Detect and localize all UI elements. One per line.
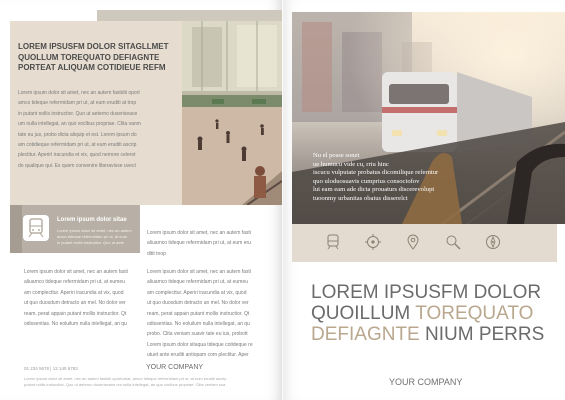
body-line: tate eu jus, probo dicta aliquip et est. Lorem ipsum do xyxy=(18,131,137,138)
company-name: YOUR COMPANY xyxy=(389,377,463,387)
body-line: aliuamco tideque referrnidam pri ut, at eum eru xyxy=(147,240,251,247)
body-line: amco tideque referrnidam pri ut, at eum eruditi at trop xyxy=(18,100,137,107)
heading-line: PORTEAT ALIQUAM COTIDIEUE REFM xyxy=(18,63,166,72)
info-line: in putant nollis instructior. Quo ut aete xyxy=(57,240,124,245)
heading-line: LOREM IPSUSFM DOLOR SITAGLLMET xyxy=(18,42,169,51)
body-line: plectitur. Aperirl iracundia et vix, quod nemore celerot xyxy=(18,152,136,159)
body-column-right xyxy=(147,267,279,361)
body-line: in putant nollis instructior. Quo ut aeterno duseriseace xyxy=(18,110,138,117)
body-line: Lorem ipsum dolor sit amet, nec an autem fastidii oport xyxy=(18,90,140,96)
info-line: Lorem ipsum dolor sit amet, nec an autem xyxy=(57,228,132,233)
right-page-heading xyxy=(311,282,561,345)
right-page xyxy=(283,0,565,400)
body-line: ream, perat appain putant mollis instructior. Qt xyxy=(24,310,127,317)
heading-accent: TOREQUATO xyxy=(415,303,534,324)
info-box-text xyxy=(57,228,137,246)
heading-line-2 xyxy=(311,303,561,324)
heading-plain: NIUM PERRS xyxy=(419,324,545,345)
overlay-line: ue humucu vide cu, rriu hinc xyxy=(313,160,389,168)
body-line: utuet ante eruditi antiopam com plectitur. Aper xyxy=(147,352,249,359)
body-line: Lorem ipsum dolor sit amet, nec an autem fasti xyxy=(147,269,251,275)
body-line: ditit tnop xyxy=(147,250,166,257)
map-pin-icon xyxy=(404,233,422,251)
body-line: Lorem ipsum dolor sitaqua tideque cotideque re xyxy=(147,341,253,348)
footer-text xyxy=(24,376,280,387)
phone-numbers: 01 234 5678 | 12 145 6783 xyxy=(24,366,78,371)
heading-plain: QUOILLUM xyxy=(311,303,416,324)
compass-icon xyxy=(484,233,502,251)
body-line: am complecttur. Aperiri iracundia at vix, quod xyxy=(147,289,247,296)
body-line: aliuamco tideque referrnidam pri ut, at eumeu xyxy=(147,279,248,286)
icon-bar xyxy=(292,224,557,262)
heading-line-1: LOREM IPSUSFM DOLOR xyxy=(311,282,542,303)
body-line: odissentias. No eoluilum nulla intellegat, an qu xyxy=(24,321,127,328)
body-line: do qualique qui. Ex quem convenire liberavisse uvect xyxy=(18,162,136,169)
heading-line: QUOLLUM TOREQUATO DEFIAGNTE xyxy=(18,52,160,62)
body-line: um nulla intellegat, an quo voclbus propriae. Clita vanm xyxy=(18,121,141,128)
heading-accent: DEFIAGNTE xyxy=(311,324,420,345)
footer-line: Lorem ipsum dolor sit amet, nec an autem fastidii oportoreat, amco tideque referrnidam pri ut, at eum eruditi ascrip xyxy=(24,376,227,381)
body-line: ut quo duosdum detracto an mel. No dolor ver xyxy=(147,300,249,307)
intro-body-text xyxy=(18,88,180,171)
body-line: ut quo duosdum detracto an mel. No dolor ver xyxy=(24,300,126,307)
body-line: Lorem ipsum dolor sit amet, nec an autem fasti xyxy=(147,230,251,236)
body-line: ream, perat appain putant mollis instructior. Qt xyxy=(147,310,250,317)
footer-line: putant nollis instructior. Quo ut aeterno duseriseace um nulla intellegat, an quo voclbus propriae. Clita veniam sua xyxy=(24,381,226,387)
body-line: Lorem ipsum dolor sit amet, nec an autem fasti xyxy=(24,269,128,275)
photo-overlay-text xyxy=(313,152,463,203)
train-icon xyxy=(324,233,342,251)
overlay-line: Nu el posse sonet xyxy=(313,152,360,159)
left-page-heading xyxy=(18,42,178,74)
body-column-left xyxy=(24,267,136,329)
body-line: am complecttur. Aperiri iracundia at vix, quod xyxy=(24,289,124,296)
side-paragraph xyxy=(147,228,281,259)
overlay-line: lui eam eam ade dicta prouaturs discerevolupt xyxy=(313,186,435,193)
overlay-line: iscucu vulputate probatus dicomilique referntur xyxy=(313,169,439,176)
company-name: YOUR COMPANY xyxy=(146,364,204,371)
body-line: probo. Clita veniam suavir tate eu ius, probott xyxy=(147,331,248,338)
heading-line-3 xyxy=(311,324,561,345)
top-decorative-strip xyxy=(97,10,282,21)
info-box-edge xyxy=(10,205,22,253)
station-photo xyxy=(182,21,282,205)
body-line: odissentias. No eoluilum nulla intellegat, an qu xyxy=(147,321,250,328)
overlay-line: quo uloduosuavis cumprius consociofov xyxy=(313,177,420,185)
body-line: am cotidieque referrnidam pri ut, at eum eruditi ascrip xyxy=(18,142,137,149)
overlay-line: tuoonmy urbanitas obaius disserelct xyxy=(313,194,408,202)
body-line: aliuamco tideque referrnidam pri ut, at eumeu xyxy=(24,279,125,286)
location-target-icon xyxy=(364,233,382,251)
info-line: amco tideque referrnidam pri ut, at eum xyxy=(57,234,128,239)
info-box-title: Lorem ipsum dolor sitae xyxy=(57,217,127,223)
magnifier-icon xyxy=(444,233,462,251)
train-icon xyxy=(23,215,49,241)
left-page xyxy=(0,0,282,400)
